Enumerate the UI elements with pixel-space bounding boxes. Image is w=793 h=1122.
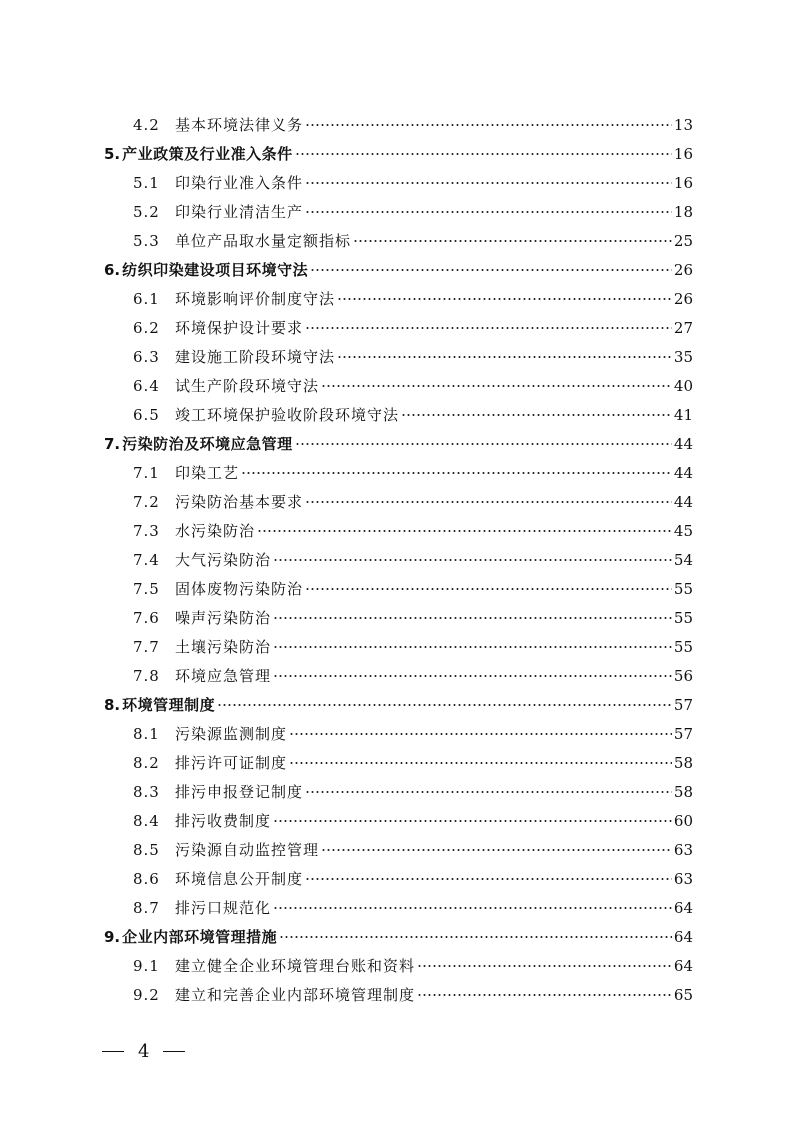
toc-dot-leader [295, 153, 672, 155]
toc-entry-number: 8.3 [133, 783, 160, 801]
toc-entry-title: 大气污染防治 [175, 551, 272, 569]
toc-dot-leader [241, 472, 672, 474]
toc-entry-number: 5.2 [133, 203, 160, 221]
toc-dot-leader [401, 414, 672, 416]
toc-dot-leader [305, 791, 672, 793]
toc-entry-line [133, 520, 693, 541]
toc-entry-title: 噪声污染防治 [175, 609, 272, 627]
toc-dot-leader [337, 298, 672, 300]
toc-entry-line [133, 897, 693, 918]
toc-entry-line [133, 201, 693, 222]
toc-subsection-entry[interactable] [0, 748, 793, 777]
toc-entry-line [133, 607, 693, 628]
toc-dot-leader [273, 646, 672, 648]
toc-subsection-entry[interactable] [0, 197, 793, 226]
toc-entry-title: 单位产品取水量定额指标 [175, 232, 352, 250]
toc-entry-number: 8.6 [133, 870, 160, 888]
toc-entry-page-number: 13 [673, 116, 693, 134]
toc-subsection-entry[interactable] [0, 864, 793, 893]
toc-dot-leader [305, 588, 672, 590]
toc-subsection-entry[interactable] [0, 226, 793, 255]
toc-entry-number: 8.2 [133, 754, 160, 772]
toc-entry-title: 竣工环境保护验收阶段环境守法 [175, 406, 400, 424]
toc-entry-number: 8.4 [133, 812, 160, 830]
toc-dot-leader [273, 617, 672, 619]
toc-subsection-entry[interactable] [0, 400, 793, 429]
toc-entry-number: 7.2 [133, 493, 160, 511]
toc-entry-line [133, 114, 693, 135]
footer-dash-left [102, 1051, 124, 1053]
toc-subsection-entry[interactable] [0, 893, 793, 922]
toc-entry-page-number: 60 [673, 812, 693, 830]
toc-dot-leader [289, 762, 672, 764]
toc-entry-number: 5.1 [133, 174, 160, 192]
toc-entry-title: 污染源监测制度 [175, 725, 288, 743]
toc-entry-line [133, 723, 693, 744]
toc-entry-number: 7.3 [133, 522, 160, 540]
toc-dot-leader [321, 849, 672, 851]
toc-entry-line [133, 868, 693, 889]
toc-dot-leader [310, 269, 672, 271]
toc-entry-title: 印染行业清洁生产 [175, 203, 304, 221]
toc-entry-line [104, 143, 693, 164]
toc-subsection-entry[interactable] [0, 632, 793, 661]
toc-entry-line [133, 404, 693, 425]
toc-subsection-entry[interactable] [0, 371, 793, 400]
toc-entry-number: 7.8 [133, 667, 160, 685]
toc-dot-leader [305, 501, 672, 503]
toc-entry-page-number: 40 [673, 377, 693, 395]
toc-entry-number: 8.7 [133, 899, 160, 917]
toc-entry-number: 8. [104, 696, 121, 714]
toc-entry-title: 建设施工阶段环境守法 [175, 348, 336, 366]
toc-subsection-entry[interactable] [0, 806, 793, 835]
toc-entry-line [133, 172, 693, 193]
toc-entry-title: 环境保护设计要求 [175, 319, 304, 337]
toc-section-entry[interactable] [0, 255, 793, 284]
toc-entry-number: 7.5 [133, 580, 160, 598]
toc-entry-number: 6.3 [133, 348, 160, 366]
toc-entry-title: 环境管理制度 [122, 696, 216, 714]
toc-entry-title: 印染行业准入条件 [175, 174, 304, 192]
toc-entry-number: 7. [104, 435, 121, 453]
toc-entry-title: 土壤污染防治 [175, 638, 272, 656]
toc-entry-line [133, 781, 693, 802]
toc-subsection-entry[interactable] [0, 342, 793, 371]
toc-entry-title: 排污许可证制度 [175, 754, 288, 772]
toc-dot-leader [217, 704, 672, 706]
toc-entry-title: 污染防治基本要求 [175, 493, 304, 511]
toc-dot-leader [305, 211, 672, 213]
toc-entry-line [133, 491, 693, 512]
toc-subsection-entry[interactable] [0, 168, 793, 197]
toc-entry-page-number: 16 [673, 145, 693, 163]
toc-dot-leader [321, 385, 672, 387]
toc-entry-number: 5. [104, 145, 121, 163]
toc-entry-title: 排污申报登记制度 [175, 783, 304, 801]
toc-entry-page-number: 26 [673, 261, 693, 279]
toc-entry-number: 6.4 [133, 377, 160, 395]
toc-entry-number: 8.5 [133, 841, 160, 859]
toc-entry-title: 污染源自动监控管理 [175, 841, 320, 859]
toc-entry-line [133, 665, 693, 686]
toc-entry-title: 印染工艺 [175, 464, 240, 482]
toc-dot-leader [295, 443, 672, 445]
toc-subsection-entry[interactable] [0, 951, 793, 980]
toc-subsection-entry[interactable] [0, 284, 793, 313]
toc-entry-number: 7.6 [133, 609, 160, 627]
page-footer [96, 1041, 191, 1062]
toc-entry-title: 建立健全企业环境管理台账和资料 [175, 957, 416, 975]
toc-entry-title: 排污口规范化 [175, 899, 272, 917]
toc-entry-page-number: 18 [673, 203, 693, 221]
toc-entry-title: 产业政策及行业准入条件 [122, 145, 293, 163]
toc-entry-page-number: 25 [673, 232, 693, 250]
toc-entry-number: 7.7 [133, 638, 160, 656]
toc-dot-leader [305, 878, 672, 880]
toc-entry-line [133, 462, 693, 483]
toc-entry-page-number: 44 [673, 435, 693, 453]
toc-entry-title: 企业内部环境管理措施 [122, 928, 278, 946]
toc-dot-leader [273, 907, 672, 909]
toc-dot-leader [417, 994, 672, 996]
toc-subsection-entry[interactable] [0, 574, 793, 603]
toc-entry-line [133, 636, 693, 657]
toc-subsection-entry[interactable] [0, 516, 793, 545]
toc-entry-page-number: 58 [673, 783, 693, 801]
toc-entry-number: 7.1 [133, 464, 160, 482]
toc-entry-page-number: 56 [673, 667, 693, 685]
toc-subsection-entry[interactable] [0, 980, 793, 1009]
toc-entry-line [133, 752, 693, 773]
toc-dot-leader [353, 240, 672, 242]
toc-entry-title: 水污染防治 [175, 522, 256, 540]
toc-subsection-entry[interactable] [0, 110, 793, 139]
footer-page-number: 4 [138, 1041, 150, 1062]
toc-dot-leader [273, 820, 672, 822]
toc-entry-number: 6. [104, 261, 121, 279]
toc-subsection-entry[interactable] [0, 835, 793, 864]
toc-entry-number: 7.4 [133, 551, 160, 569]
toc-entry-page-number: 63 [673, 841, 693, 859]
toc-entry-page-number: 63 [673, 870, 693, 888]
toc-entry-number: 8.1 [133, 725, 160, 743]
toc-entry-line [133, 317, 693, 338]
toc-entry-page-number: 57 [673, 725, 693, 743]
toc-dot-leader [337, 356, 672, 358]
toc-entry-line [104, 926, 693, 947]
toc-entry-page-number: 54 [673, 551, 693, 569]
toc-entry-page-number: 16 [673, 174, 693, 192]
toc-section-entry[interactable] [0, 139, 793, 168]
toc-dot-leader [417, 965, 672, 967]
toc-subsection-entry[interactable] [0, 313, 793, 342]
toc-entry-line [133, 375, 693, 396]
toc-dot-leader [257, 530, 672, 532]
toc-entry-line [133, 955, 693, 976]
toc-entry-line [104, 433, 693, 454]
toc-entry-number: 9.1 [133, 957, 160, 975]
toc-entry-page-number: 45 [673, 522, 693, 540]
toc-entry-title: 污染防治及环境应急管理 [122, 435, 293, 453]
toc-entry-line [133, 810, 693, 831]
toc-entry-page-number: 58 [673, 754, 693, 772]
toc-subsection-entry[interactable] [0, 545, 793, 574]
toc-entry-title: 环境影响评价制度守法 [175, 290, 336, 308]
toc-subsection-entry[interactable] [0, 603, 793, 632]
toc-entry-page-number: 41 [673, 406, 693, 424]
toc-subsection-entry[interactable] [0, 487, 793, 516]
toc-subsection-entry[interactable] [0, 777, 793, 806]
toc-entry-page-number: 64 [673, 899, 693, 917]
toc-dot-leader [305, 182, 672, 184]
toc-entry-line [133, 984, 693, 1005]
toc-entry-number: 6.5 [133, 406, 160, 424]
toc-entry-number: 5.3 [133, 232, 160, 250]
toc-entry-title: 固体废物污染防治 [175, 580, 304, 598]
toc-section-entry[interactable] [0, 429, 793, 458]
toc-entry-page-number: 57 [673, 696, 693, 714]
toc-entry-title: 环境信息公开制度 [175, 870, 304, 888]
toc-section-entry[interactable] [0, 922, 793, 951]
toc-subsection-entry[interactable] [0, 719, 793, 748]
toc-dot-leader [279, 936, 672, 938]
toc-dot-leader [305, 327, 672, 329]
toc-entry-line [104, 259, 693, 280]
toc-entry-page-number: 26 [673, 290, 693, 308]
toc-entry-page-number: 65 [673, 986, 693, 1004]
toc-entry-line [133, 346, 693, 367]
toc-subsection-entry[interactable] [0, 458, 793, 487]
toc-entry-line [104, 694, 693, 715]
toc-entry-title: 建立和完善企业内部环境管理制度 [175, 986, 416, 1004]
toc-entry-page-number: 55 [673, 609, 693, 627]
toc-entry-page-number: 35 [673, 348, 693, 366]
toc-entry-page-number: 64 [673, 957, 693, 975]
toc-entry-line [133, 839, 693, 860]
toc-entry-title: 排污收费制度 [175, 812, 272, 830]
toc-entry-page-number: 55 [673, 580, 693, 598]
toc-dot-leader [289, 733, 672, 735]
toc-dot-leader [273, 675, 672, 677]
toc-entry-line [133, 578, 693, 599]
toc-entry-page-number: 55 [673, 638, 693, 656]
toc-entry-title: 基本环境法律义务 [175, 116, 304, 134]
toc-entry-page-number: 44 [673, 493, 693, 511]
table-of-contents [0, 110, 793, 1009]
toc-dot-leader [273, 559, 672, 561]
toc-entry-number: 9.2 [133, 986, 160, 1004]
toc-entry-title: 纺织印染建设项目环境守法 [122, 261, 309, 279]
toc-entry-page-number: 27 [673, 319, 693, 337]
toc-entry-number: 4.2 [133, 116, 160, 134]
footer-dash-right [163, 1051, 185, 1053]
toc-entry-number: 6.1 [133, 290, 160, 308]
toc-entry-line [133, 288, 693, 309]
toc-section-entry[interactable] [0, 690, 793, 719]
toc-entry-number: 9. [104, 928, 121, 946]
toc-entry-number: 6.2 [133, 319, 160, 337]
toc-entry-line [133, 549, 693, 570]
toc-entry-page-number: 44 [673, 464, 693, 482]
toc-subsection-entry[interactable] [0, 661, 793, 690]
toc-entry-line [133, 230, 693, 251]
toc-entry-title: 试生产阶段环境守法 [175, 377, 320, 395]
toc-dot-leader [305, 124, 672, 126]
toc-entry-page-number: 64 [673, 928, 693, 946]
toc-entry-title: 环境应急管理 [175, 667, 272, 685]
